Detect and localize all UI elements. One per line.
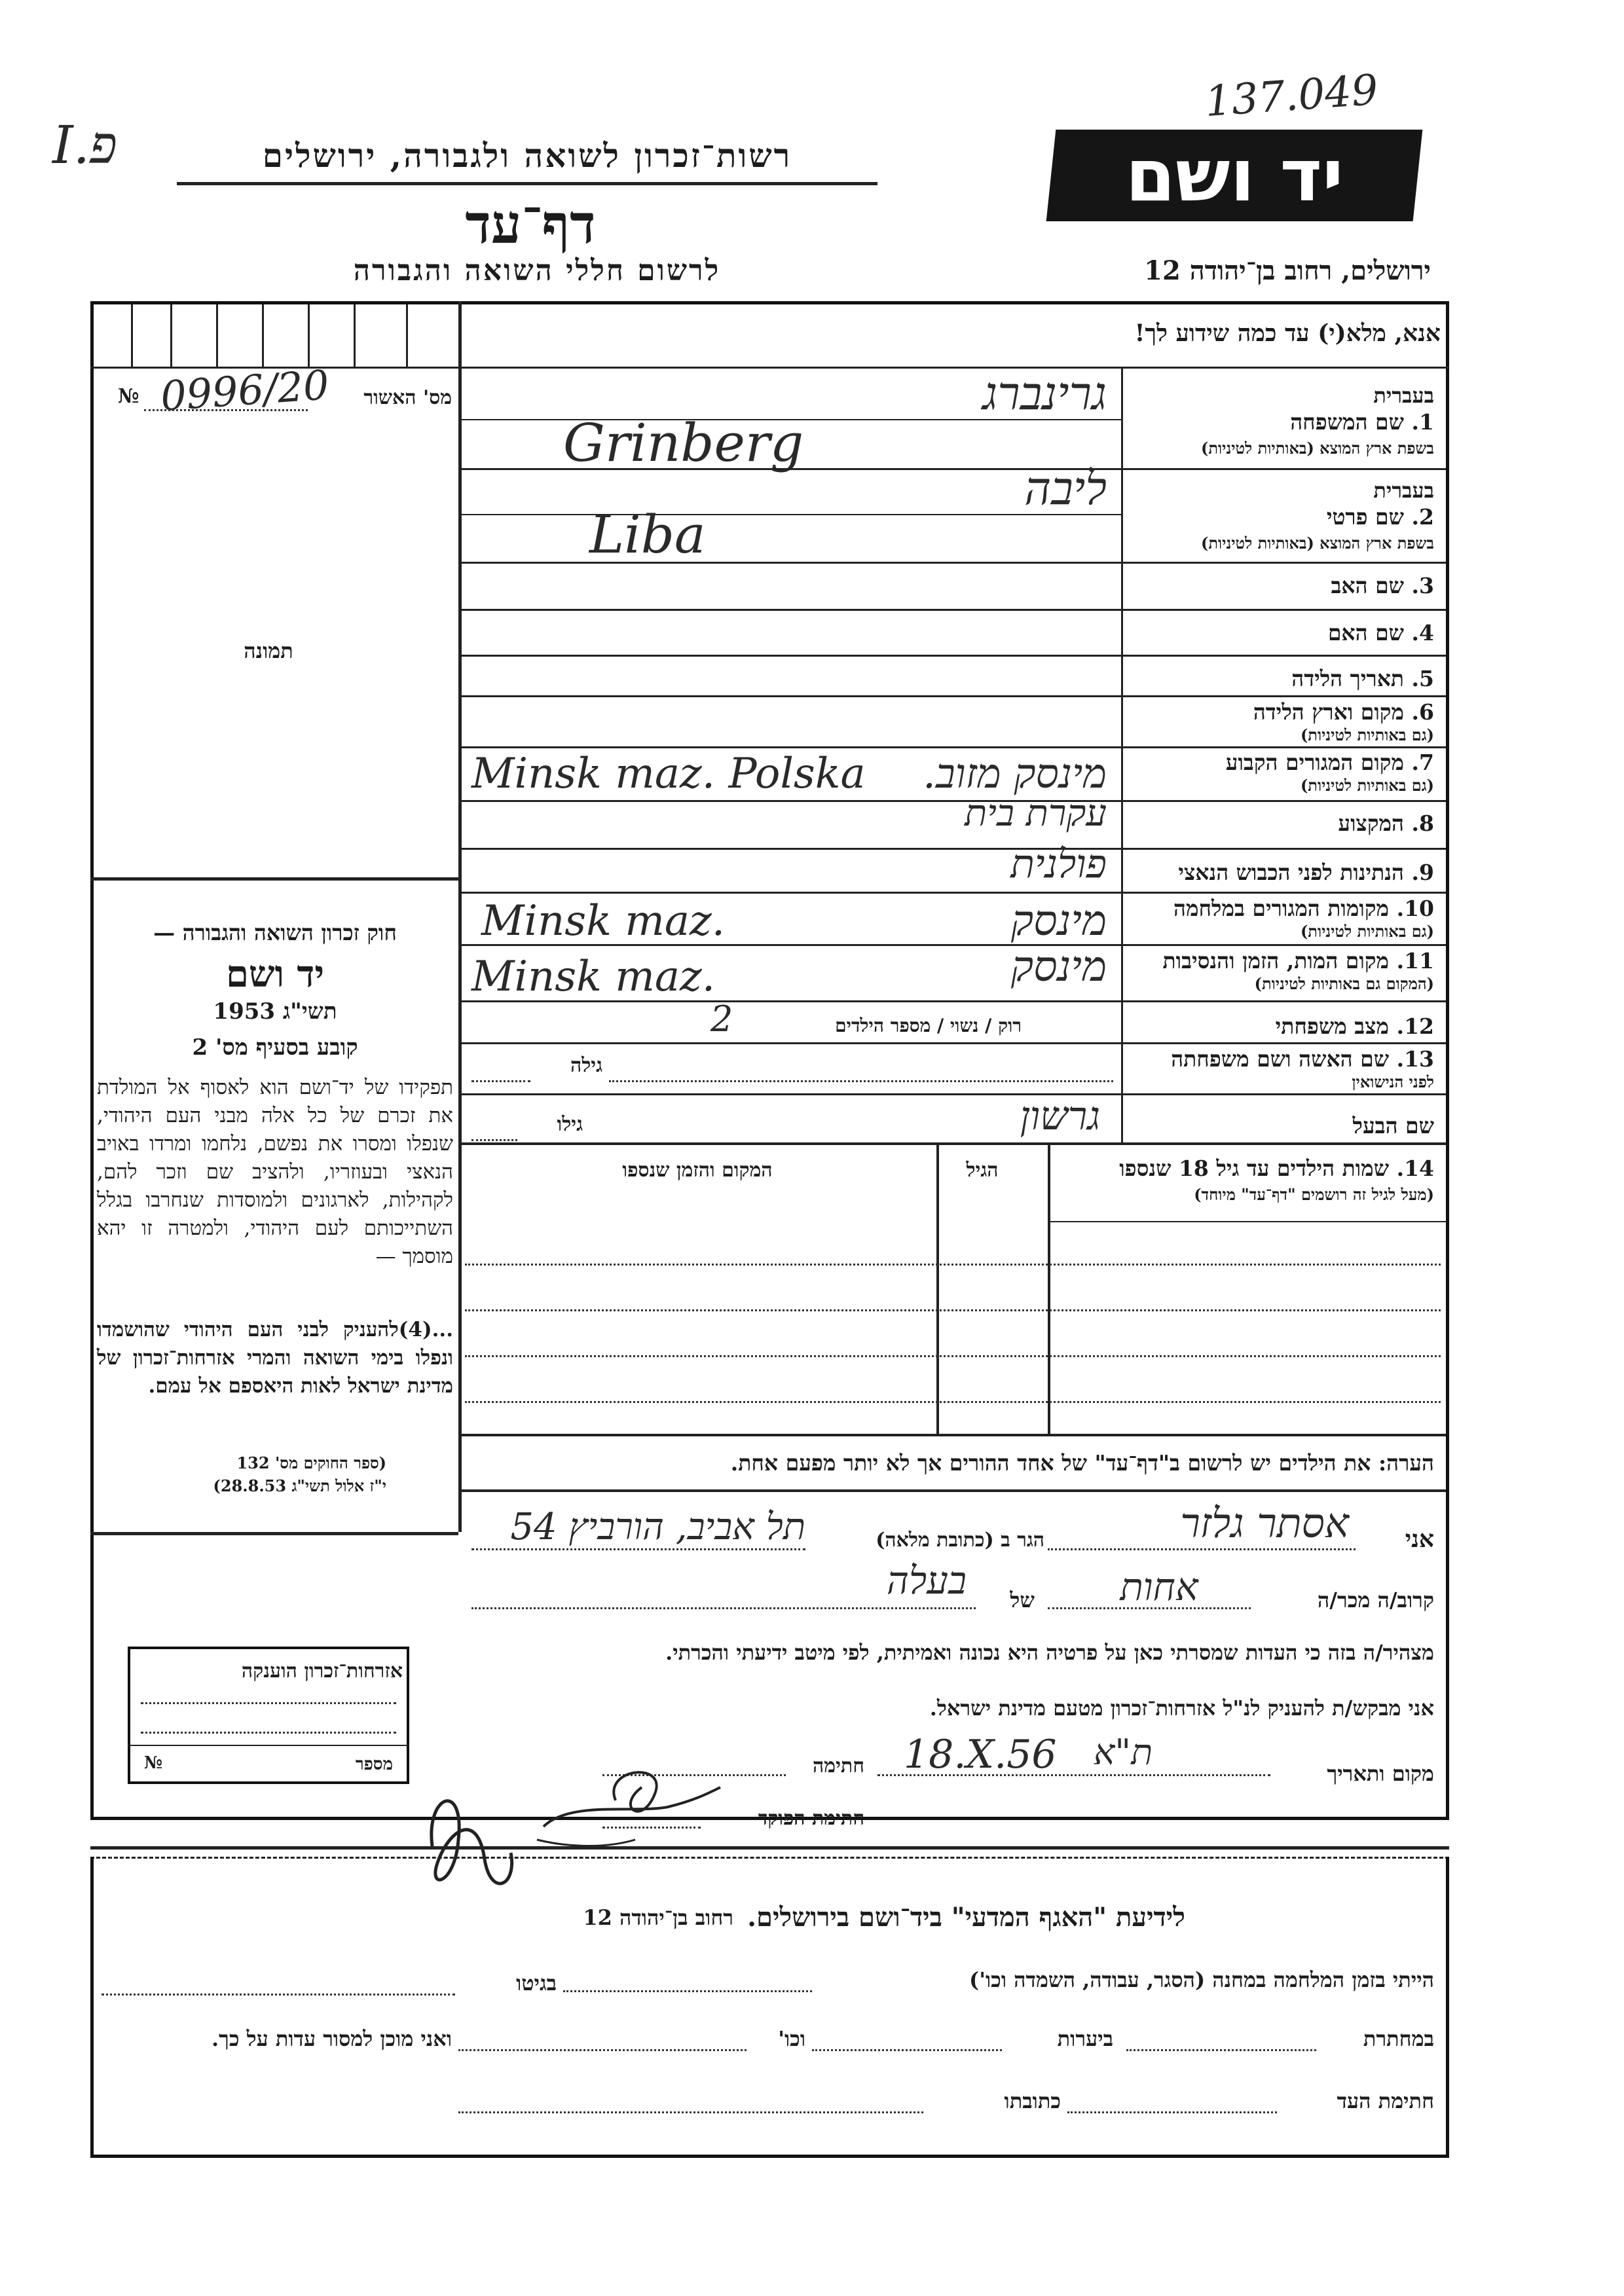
f14-row-line <box>465 1355 1441 1357</box>
f7-label-text: מקום המגורים הקבוע <box>1225 750 1405 775</box>
f5-num: 5. <box>1411 666 1434 691</box>
f13-label <box>1124 1046 1434 1072</box>
law-year: תשי"ג 1953 <box>213 998 337 1025</box>
citizenship-rule <box>128 1745 409 1746</box>
strip-tick <box>131 304 133 367</box>
bottom-line2a: במחתרת <box>1363 2026 1434 2051</box>
approval-label: מס' האשור <box>363 386 452 409</box>
law-citation-2: י"ז אלול תשי"ג 28.8.53) <box>213 1476 386 1495</box>
place-date-label: מקום ותאריך <box>1327 1761 1434 1786</box>
place-value[interactable]: ת"א <box>1093 1732 1153 1773</box>
f11-value-latin[interactable]: Minsk maz. <box>471 953 716 1001</box>
f14-label <box>1048 1156 1434 1182</box>
f14-num: 14. <box>1396 1156 1434 1181</box>
f1-hebrew-tag: בעברית <box>1373 383 1434 408</box>
bottom-line2b: ביערות <box>1057 2026 1113 2051</box>
declaration-text: מצהיר/ה בזה כי העדות שמסרתי כאן על פרטיה היא נכונה ואמיתית, לפי מיטב ידיעתי והכרתי. <box>665 1640 1434 1665</box>
place-date-line <box>877 1774 1270 1776</box>
f14-row-line <box>465 1309 1441 1311</box>
approval-prefix: № <box>118 385 139 408</box>
f4-label-text: שם האם <box>1327 620 1405 646</box>
f3-label-text: שם האב <box>1331 573 1405 598</box>
f4-label <box>1133 620 1434 646</box>
f8-num: 8. <box>1411 811 1434 836</box>
f2-label <box>1133 504 1434 530</box>
f7-value-latin[interactable]: Minsk maz. Polska <box>471 750 866 798</box>
citizenship-line <box>141 1732 396 1734</box>
strip-tick <box>262 304 264 367</box>
f12-label <box>1124 1013 1434 1040</box>
law-line1: חוק זכרון השואה והגבורה — <box>153 920 397 945</box>
f10-value-hebrew[interactable]: מינסק <box>1010 897 1107 945</box>
yad-vashem-logo <box>1046 130 1423 221</box>
bottom-title: לידיעת "האגף המדעי" ביד־ושם בירושלים. <box>747 1902 1185 1933</box>
law-box-rule <box>90 877 458 881</box>
bottom-line1b: בגיטו <box>516 1971 557 1995</box>
f8-label-text: המקצוע <box>1338 811 1405 836</box>
husband-label: שם הבעל <box>1352 1113 1434 1139</box>
f10-num: 10. <box>1396 896 1434 921</box>
law-body: תפקידו של יד־ושם הוא לאסוף אל המולדת את זכרם של כל אלה מבני העם היהודי, שנפלו ומסרו את נפשם, נלחמו ומרדו באויב הנאצי ובעוזריו, ולהציב שם וזכר להם, לקהילות, לארגונים ולמוסדות שנחרבו בגלל השתייכותם לעם היהודי, ולמטרה זו יהא מוסמך — <box>97 1076 453 1268</box>
f8-value-hebrew[interactable]: עקרת בית <box>965 792 1107 835</box>
f1-sub: בשפת ארץ המוצא (באותיות לטיניות) <box>1201 439 1434 458</box>
citizenship-title: אזרחות־זכרון הוענקה <box>241 1660 403 1683</box>
row-rule <box>458 892 1446 894</box>
request-line: אנא, מלא(י) עד כמה שידוע לך! <box>1134 319 1441 347</box>
f12-options: רוק / נשוי / מספר הילדים <box>835 1015 1022 1036</box>
f9-label-text: הנתינות לפני הכבוש הנאצי <box>1178 860 1405 885</box>
bottom-address: רחוב בן־יהודה 12 <box>583 1905 733 1930</box>
f14-col-divider <box>936 1142 939 1434</box>
row-rule <box>458 1142 1446 1145</box>
relation-line <box>1048 1607 1251 1609</box>
officer-label: חתימת הפוקד <box>758 1807 864 1830</box>
f9-num: 9. <box>1411 860 1434 885</box>
logo-text: יד ושם <box>1125 134 1344 217</box>
row-rule <box>458 609 1446 611</box>
f9-label <box>1124 860 1434 886</box>
f14-row-line <box>465 1401 1441 1403</box>
f12-children-count[interactable]: 2 <box>710 998 733 1040</box>
bottom-section-frame <box>90 1857 1449 2158</box>
f7-label <box>1133 750 1434 776</box>
label-column-divider <box>1121 367 1123 1142</box>
f14-header-rule <box>1048 1221 1446 1222</box>
f14-col-divider <box>1048 1142 1050 1434</box>
left-column-divider <box>458 301 462 1532</box>
f11-value-hebrew[interactable]: מינסק <box>1010 943 1107 991</box>
husband-age-line <box>471 1139 517 1141</box>
husband-age-label: גילו <box>557 1113 583 1136</box>
row-rule <box>458 1434 1446 1436</box>
f11-label <box>1124 948 1434 974</box>
f11-label-text: מקום המות, הזמן והנסיבות <box>1162 948 1390 974</box>
ani-label: אני <box>1405 1525 1434 1553</box>
law-citation-1: (ספר החוקים מס' 132 <box>236 1453 386 1472</box>
f7-value-hebrew[interactable]: מינסק מזוב. <box>923 750 1107 797</box>
form-title: דף־עד <box>465 193 596 256</box>
relation-value[interactable]: אחות <box>1120 1565 1198 1609</box>
approval-line <box>144 409 308 411</box>
approval-number: 0996/20 <box>158 361 331 420</box>
row-rule <box>458 1000 1446 1002</box>
law-title: יד ושם <box>225 953 325 996</box>
f10-label <box>1124 896 1434 922</box>
f2-value-latin[interactable]: Liba <box>589 504 706 565</box>
bottom-section-rule <box>90 1846 1449 1850</box>
f11-num: 11. <box>1396 948 1434 974</box>
resides-label: הגר ב (כתובת מלאה) <box>876 1529 1044 1552</box>
f14-sub: (מעל לגיל זה רושמים "דף־עד" מיוחד) <box>1194 1185 1434 1204</box>
declarant-name[interactable]: אסתר גלזר <box>1180 1499 1349 1547</box>
f1-value-latin[interactable]: Grinberg <box>563 412 804 473</box>
of-value[interactable]: בעלה <box>887 1558 967 1603</box>
f2-sub: בשפת ארץ המוצא (באותיות לטיניות) <box>1201 534 1434 553</box>
authority-name: רשות־זכרון לשואה ולגבורה, ירושלים <box>262 136 792 175</box>
strip-tick <box>354 304 356 367</box>
f1-label-text: שם המשפחה <box>1290 409 1405 435</box>
row-rule <box>458 746 1446 748</box>
f14-age-col: הגיל <box>966 1159 999 1182</box>
f12-label-text: מצב משפחתי <box>1275 1013 1390 1039</box>
f12-num: 12. <box>1396 1013 1434 1039</box>
bottom-line2d: ואני מוכן למסור עדות על כך. <box>211 2026 452 2051</box>
archive-number: 137.049 <box>1203 65 1380 127</box>
law-section: קובע בסעיף מס' 2 <box>192 1034 358 1061</box>
f13-age-label: גילה <box>570 1054 602 1077</box>
citizenship-no: № <box>144 1753 163 1773</box>
citizenship-number-label: מספר <box>355 1755 393 1774</box>
f1-num: 1. <box>1411 409 1434 435</box>
f7-num: 7. <box>1411 750 1434 775</box>
f13-age-line <box>471 1080 530 1082</box>
f1-value-hebrew[interactable]: גרינברג <box>982 367 1107 420</box>
f2-label-text: שם פרטי <box>1326 504 1405 530</box>
f11-sub: (המקום גם באותיות לטיניות) <box>1254 974 1434 993</box>
f13-sub: לפני הנישואין <box>1352 1072 1434 1091</box>
signature-label: חתימה <box>813 1755 864 1777</box>
of-label: של <box>1010 1588 1035 1613</box>
row-rule <box>458 695 1446 697</box>
husband-value-hebrew[interactable]: גרשון <box>1020 1093 1100 1139</box>
row-rule <box>458 1489 1446 1492</box>
date-value[interactable]: 18.X.56 <box>904 1732 1057 1777</box>
f13-num: 13. <box>1396 1046 1434 1072</box>
children-note: הערה: את הילדים יש לרשום ב"דף־עד" של אחד ההורים אך לא יותר מפעם אחת. <box>730 1450 1434 1476</box>
relative-label: קרוב/ה מכר/ה <box>1317 1588 1434 1613</box>
f14-row-line <box>465 1264 1441 1266</box>
f3-num: 3. <box>1411 573 1434 598</box>
f6-num: 6. <box>1411 699 1434 725</box>
declarant-address-line <box>471 1548 805 1550</box>
f9-value-hebrew[interactable]: פולנית <box>1010 841 1107 887</box>
f3-label <box>1133 573 1434 599</box>
form-subtitle: לרשום חללי השואה והגבורה <box>353 254 721 287</box>
f2-num: 2. <box>1411 504 1434 530</box>
f13-label-text: שם האשה ושם משפחתה <box>1171 1046 1390 1072</box>
bottom-line3b: כתובתו <box>1004 2088 1061 2113</box>
row-rule <box>458 1042 1446 1044</box>
bottom-line1a: הייתי בזמן המלחמה במחנה (הסגר, עבודה, השמדה וכו') <box>969 1967 1434 1992</box>
photo-label: תמונה <box>244 638 293 663</box>
request-text: אני מבקש/ת להעניק לנ"ל אזרחות־זכרון מטעם מדינת ישראל. <box>929 1696 1434 1721</box>
f2-hebrew-tag: בעברית <box>1373 478 1434 503</box>
f10-label-text: מקומות המגורים במלחמה <box>1173 896 1390 921</box>
f13-value-line <box>609 1080 1113 1082</box>
strip-tick <box>216 304 218 367</box>
header-rule <box>177 182 877 185</box>
f8-label <box>1133 811 1434 837</box>
f1-label <box>1133 409 1434 435</box>
declarant-address[interactable]: תל אביב, הורביץ 54 <box>510 1506 805 1548</box>
of-line <box>471 1607 976 1609</box>
f5-label <box>1133 666 1434 692</box>
law-clause: ...(4)להעניק לבני העם היהודי שהושמדו ונפלו בימי השואה והמרי אזרחות־זכרון של מדינת ישראל לאות היאספם אל עמם. <box>97 1318 453 1398</box>
strip-tick <box>406 304 408 367</box>
strip-tick <box>170 304 172 367</box>
citizenship-line <box>141 1702 396 1704</box>
bottom-line2c: וכו' <box>778 2026 805 2051</box>
f10-value-latin[interactable]: Minsk maz. <box>481 897 726 945</box>
f5-label-text: תאריך הלידה <box>1291 666 1405 691</box>
declarant-name-line <box>1048 1548 1356 1550</box>
f14-label-text: שמות הילדים עד גיל 18 שנספו <box>1119 1156 1390 1181</box>
f6-label-text: מקום וארץ הלידה <box>1253 699 1405 725</box>
f10-sub: (גם באותיות לטיניות) <box>1300 922 1434 941</box>
f4-num: 4. <box>1411 620 1434 646</box>
f6-sub: (גם באותיות לטיניות) <box>1300 725 1434 744</box>
row-rule <box>458 562 1446 564</box>
f14-place-col: המקום והזמן שנספו <box>622 1159 773 1182</box>
header-address: ירושלים, רחוב בן־יהודה 12 <box>1144 255 1431 286</box>
f6-label <box>1133 699 1434 725</box>
law-box-bottom-rule <box>90 1532 458 1535</box>
bottom-line3a: חתימת העד <box>1337 2088 1434 2113</box>
strip-tick <box>308 304 310 367</box>
f2-value-hebrew[interactable]: ליבה <box>1024 462 1107 515</box>
row-rule <box>458 655 1446 657</box>
handwritten-code: I.פ <box>52 115 117 175</box>
f7-sub: (גם באותיות לטיניות) <box>1300 776 1434 795</box>
